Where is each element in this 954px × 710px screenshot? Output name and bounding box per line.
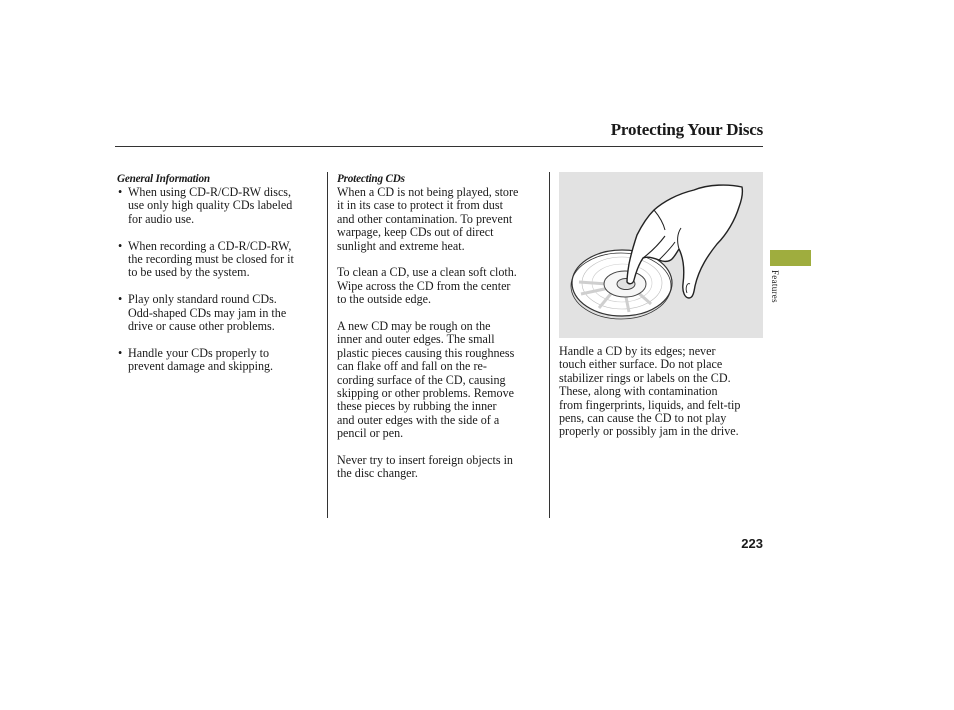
text-line: and other contamination. To prevent <box>337 211 513 226</box>
hand-holding-cd-figure <box>559 172 763 338</box>
text-line: for audio use. <box>128 211 195 226</box>
text-line: from fingerprints, liquids, and felt-tip <box>559 397 741 412</box>
section-tab-marker <box>770 250 811 266</box>
paragraph <box>337 266 547 306</box>
text-line: use only high quality CDs labeled <box>128 198 293 213</box>
text-line: can flake off and fall on the re- <box>337 359 487 374</box>
text-line: A new CD may be rough on the <box>337 319 491 334</box>
paragraph-group <box>337 186 547 481</box>
page-number: 223 <box>741 536 763 551</box>
bullet-item <box>117 293 322 333</box>
hand-holding-cd-icon <box>559 172 763 338</box>
text-line: Handle your CDs properly to <box>128 345 270 360</box>
protecting-cds-section <box>337 173 547 494</box>
text-line: cording surface of the CD, causing <box>337 372 506 387</box>
header-rule <box>115 146 763 147</box>
text-line: Never try to insert foreign objects in <box>337 453 513 468</box>
text-line: plastic pieces causing this roughness <box>337 345 515 360</box>
text-line: the disc changer. <box>337 466 418 481</box>
text-line: touch either surface. Do not place <box>559 357 723 372</box>
section-heading: Protecting CDs <box>337 173 405 185</box>
bullet-item <box>117 347 322 374</box>
text-line: skipping or other problems. Remove <box>337 386 515 401</box>
text-line: When recording a CD-R/CD-RW, <box>128 238 292 253</box>
text-line: pens, can cause the CD to not play <box>559 411 727 426</box>
text-line: it in its case to protect it from dust <box>337 198 503 213</box>
bullet-item <box>117 186 322 226</box>
column-divider-2 <box>549 172 550 518</box>
page-title: Protecting Your Discs <box>610 120 763 139</box>
section-heading: General Information <box>117 173 210 185</box>
bullet-icon: • <box>118 292 123 307</box>
text-line: and outer edges with the side of a <box>337 412 500 427</box>
text-line: warpage, keep CDs out of direct <box>337 225 494 240</box>
text-line: drive or cause other problems. <box>128 319 275 334</box>
text-line: Odd-shaped CDs may jam in the <box>128 305 287 320</box>
general-information-section <box>117 173 322 387</box>
text-line: These, along with contamination <box>559 384 718 399</box>
text-line: sunlight and extreme heat. <box>337 238 465 253</box>
text-line: When a CD is not being played, store <box>337 185 519 199</box>
text-line: properly or possibly jam in the drive. <box>559 424 739 439</box>
text-line: the recording must be closed for it <box>128 252 294 267</box>
bullet-item <box>117 240 322 280</box>
column-divider-1 <box>327 172 328 518</box>
section-tab-label: Features <box>770 270 780 303</box>
bullet-list <box>117 186 322 374</box>
text-line: prevent damage and skipping. <box>128 359 274 374</box>
paragraph <box>337 454 547 481</box>
bullet-icon: • <box>118 238 123 253</box>
text-line: When using CD-R/CD-RW discs, <box>128 185 292 199</box>
bullet-icon: • <box>118 345 123 360</box>
text-line: Handle a CD by its edges; never <box>559 344 716 358</box>
figure-caption <box>559 345 769 439</box>
text-line: these pieces by rubbing the inner <box>337 399 497 414</box>
paragraph <box>337 320 547 441</box>
text-line: Wipe across the CD from the center <box>337 278 511 293</box>
text-line: inner and outer edges. The small <box>337 332 495 347</box>
text-line: Play only standard round CDs. <box>128 292 277 307</box>
text-line: to the outside edge. <box>337 292 432 307</box>
paragraph <box>337 186 547 253</box>
bullet-icon: • <box>118 185 123 199</box>
text-line: to be used by the system. <box>128 265 250 280</box>
text-line: stabilizer rings or labels on the CD. <box>559 370 731 385</box>
text-line: pencil or pen. <box>337 426 404 441</box>
text-line: To clean a CD, use a clean soft cloth. <box>337 265 517 280</box>
